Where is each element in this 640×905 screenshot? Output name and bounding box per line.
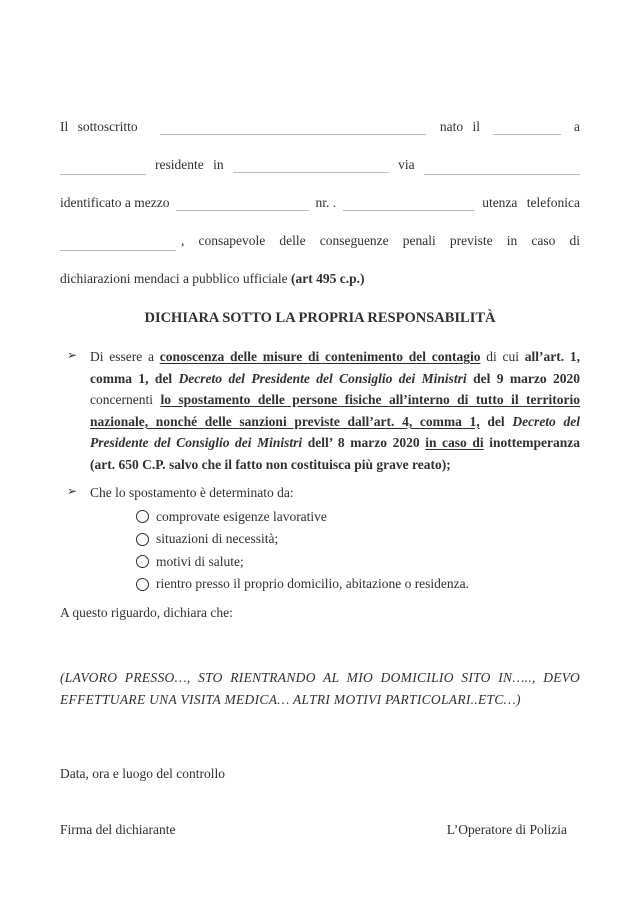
seg-bold: del 9 marzo 2020 (466, 370, 581, 386)
signature-row (60, 822, 580, 838)
bullet-reason (60, 482, 580, 596)
label-a: a (574, 119, 580, 134)
subscriber-name-line[interactable] (160, 122, 426, 135)
label-utenza-telefonica: utenza telefonica (482, 195, 581, 210)
street-line[interactable] (424, 162, 580, 175)
text-consapevole: , consapevole delle conseguenze penali previste in caso di (181, 233, 580, 248)
bullet-reason-intro: Che lo spostamento è determinato da: (90, 485, 294, 500)
option-esigenze-lavorative (136, 506, 580, 529)
birth-date-line[interactable] (493, 122, 561, 135)
form-row-identification (60, 173, 580, 211)
text-a-questo-riguardo: A questo riguardo, dichiara che: (60, 604, 233, 620)
option-label: comprovate esigenze lavorative (156, 508, 327, 524)
label-firma-dichiarante: Firma del dichiarante (60, 821, 176, 837)
arrowhead-bullet-icon: ➢ (67, 484, 78, 498)
text-art-495: (art 495 c.p.) (291, 271, 365, 286)
bullet-awareness-paragraph (90, 346, 580, 475)
option-salute (136, 551, 580, 574)
option-label: motivi di salute; (156, 553, 244, 569)
text-dichiarazioni-mendaci (60, 270, 365, 287)
seg-bold: all’art. 1, comma 1, del (90, 349, 580, 386)
residence-city-line[interactable] (233, 160, 389, 173)
bullet-awareness (60, 346, 580, 475)
text-mendaci-regular: dichiarazioni mendaci a pubblico ufficiale (60, 271, 292, 286)
id-document-line[interactable] (176, 198, 308, 211)
option-necessita (136, 528, 580, 551)
text-data-ora-luogo-controllo: Data, ora e luogo del controllo (60, 765, 225, 781)
label-identificato-a-mezzo: identificato a mezzo (60, 195, 170, 210)
reason-options (90, 506, 580, 596)
radio-necessita[interactable] (136, 533, 149, 546)
radio-salute[interactable] (136, 555, 149, 568)
declaration-title: DICHIARA SOTTO LA PROPRIA RESPONSABILITÀ (144, 310, 496, 326)
label-via: via (398, 157, 415, 172)
label-il-sottoscritto: Il sottoscritto (60, 119, 138, 134)
label-residente-in: residente in (155, 157, 224, 172)
label-operatore-polizia: L’Operatore di Polizia (446, 821, 567, 837)
examples-paragraph: (LAVORO PRESSO…, STO RIENTRANDO AL MIO DOMICILIO SITO IN….., DEVO EFFETTUARE UNA VISITA MEDICA… ALTRI MOTIVI PARTICOLARI..ETC…) (60, 669, 580, 707)
seg-bold-underline: in caso di (425, 435, 484, 450)
birth-place-line[interactable] (60, 162, 146, 175)
form-row-phone-consapevole (60, 211, 580, 249)
option-label: situazioni di necessità; (156, 531, 279, 547)
phone-number-line[interactable] (60, 238, 176, 251)
seg-regular: Di essere a (90, 349, 160, 364)
seg-bold: dell’ 8 marzo 2020 (302, 435, 426, 450)
seg-bold-italic: Decreto del Presidente del Consiglio dei Ministri (90, 413, 580, 450)
option-rientro-domicilio (136, 573, 580, 596)
seg-regular: di cui (480, 349, 525, 364)
seg-bold: del (479, 413, 513, 429)
label-nato-il: nato il (439, 119, 480, 134)
form-row-mendaci (60, 249, 580, 287)
radio-rientro-domicilio[interactable] (136, 578, 149, 591)
seg-regular: concernenti (90, 392, 161, 407)
seg-bold: inottemperanza (art. 650 C.P. salvo che il fatto non costituisca più grave reato); (90, 435, 581, 472)
arrowhead-bullet-icon: ➢ (67, 348, 78, 362)
label-nr: nr. . (315, 195, 337, 210)
option-label: rientro presso il proprio domicilio, abitazione o residenza. (156, 576, 470, 592)
seg-bold-italic: Decreto del Presidente del Consiglio dei Ministri (178, 370, 467, 386)
radio-esigenze-lavorative[interactable] (136, 510, 149, 523)
form-row-residence (60, 135, 580, 173)
seg-bold-underline: lo spostamento delle persone fisiche all’interno di tutto il territorio nazionale, nonché delle sanzioni previste dall’art. 4, comma 1, (90, 392, 581, 429)
document-number-line[interactable] (343, 198, 475, 211)
form-row-name-birth (60, 97, 580, 135)
seg-bold-underline: conoscenza delle misure di contenimento del contagio (159, 349, 481, 364)
